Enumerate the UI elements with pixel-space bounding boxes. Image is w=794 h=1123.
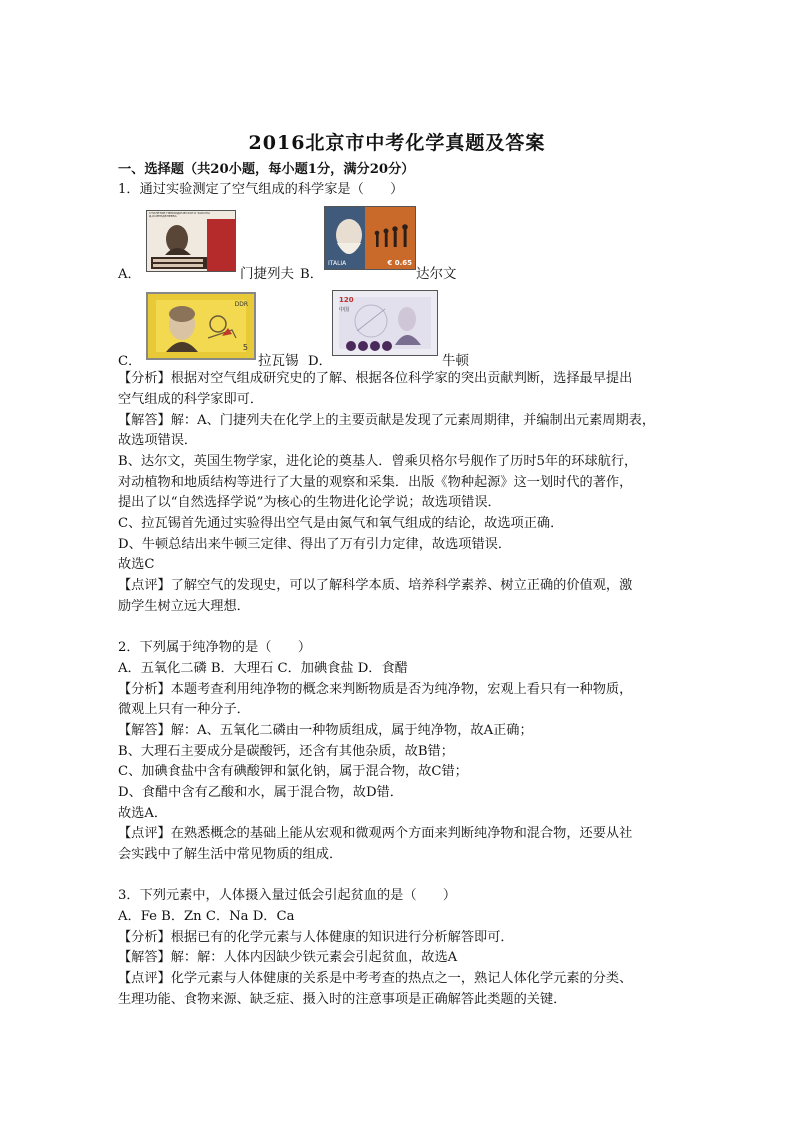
question-2-stem: 2．下列属于纯净物的是（ ） (118, 640, 312, 655)
q1-answer-line: 对动植物和地质结构等进行了大量的观察和采集．出版《物种起源》这一划时代的著作， (118, 475, 633, 490)
mendeleev-stamp-caption: СТОЛЕТИЕ ПЕРИОДИЧЕСКОГО ЗАКОНА Д.И.МЕНДЕЛЕЕВА (149, 211, 210, 218)
question-3-stem: 3．下列元素中，人体摄入量过低会引起贫血的是（ ） (118, 888, 457, 903)
q3-analysis: 【分析】根据已有的化学元素与人体健康的知识进行分析解答即可． (118, 930, 514, 945)
q1-answer-line: 提出了以“自然选择学说”为核心的生物进化论学说；故选项错误． (118, 495, 501, 510)
q2-answer-line: D、食醋中含有乙酸和水，属于混合物，故D错． (118, 785, 403, 800)
lavoisier-stamp-image (146, 292, 256, 360)
q3-comment-cont: 生理功能、食物来源、缺乏症、摄入时的注意事项是正确解答此类题的关键． (118, 992, 567, 1007)
question-1-stem: 1．通过实验测定了空气组成的科学家是（ ） (118, 182, 404, 197)
page-title: 2016北京市中考化学真题及答案 (248, 132, 546, 154)
q3-options: A．Fe B．Zn C．Na D．Ca (118, 909, 295, 924)
newton-stamp-country: 中国 (339, 307, 350, 313)
lavoisier-stamp-country: DDR (234, 301, 248, 308)
q1-analysis: 【分析】根据对空气组成研究史的了解、根据各位科学家的突出贡献判断，选择最早提出 (118, 371, 633, 386)
q3-comment: 【点评】化学元素与人体健康的关系是中考考查的热点之一，熟记人体化学元素的分类、 (118, 971, 633, 986)
q1-comment: 【点评】了解空气的发现史，可以了解科学本质、培养科学素养、树立正确的价值观，激 (118, 578, 633, 593)
q2-options: A．五氧化二磷 B．大理石 C．加碘食盐 D．食醋 (118, 661, 408, 676)
lavoisier-stamp-value: 5 (242, 343, 248, 352)
q2-final-choice: 故选A． (118, 806, 168, 821)
newton-stamp-value: 120 (339, 296, 354, 304)
option-c-text: 拉瓦锡 (258, 353, 299, 369)
q2-answer: 【解答】解：A、五氧化二磷由一种物质组成，属于纯净物，故A正确； (118, 723, 533, 738)
option-a-label: A． (118, 267, 141, 282)
q1-answer-line: B、达尔文，英国生物学家，进化论的奠基人．曾乘贝格尔号舰作了历时5年的环球航行， (118, 454, 638, 469)
option-b-text: 达尔文 (416, 266, 457, 282)
newton-stamp-image (332, 290, 438, 356)
section-heading: 一、选择题（共20小题，每小题1分，满分20分） (118, 162, 415, 177)
darwin-stamp-country: ITALIA (328, 260, 347, 267)
darwin-stamp-value: € 0.65 (387, 259, 412, 267)
q2-comment: 【点评】在熟悉概念的基础上能从宏观和微观两个方面来判断纯净物和混合物，还要从社 (118, 826, 633, 841)
q1-analysis-cont: 空气组成的科学家即可． (118, 392, 264, 407)
q2-answer-line: B、大理石主要成分是碳酸钙，还含有其他杂质，故B错； (118, 744, 454, 759)
q2-analysis: 【分析】本题考查利用纯净物的概念来判断物质是否为纯净物，宏观上看只有一种物质， (118, 682, 633, 697)
q1-answer-line: 故选项错误． (118, 433, 198, 448)
q1-answer: 【解答】解：A、门捷列夫在化学上的主要贡献是发现了元素周期律，并编制出元素周期表， (118, 413, 656, 428)
q1-final-choice: 故选C (118, 557, 155, 572)
q1-comment-cont: 励学生树立远大理想． (118, 599, 250, 614)
option-a-text: 门捷列夫 (240, 266, 294, 282)
mendeleev-stamp-image (146, 210, 236, 272)
q3-answer: 【解答】解：解：人体内因缺少铁元素会引起贫血，故选A (118, 950, 458, 965)
q1-answer-line: C、拉瓦锡首先通过实验得出空气是由氮气和氧气组成的结论，故选项正确． (118, 516, 564, 531)
q2-answer-line: C、加碘食盐中含有碘酸钾和氯化钠，属于混合物，故C错； (118, 764, 468, 779)
q1-answer-line: D、牛顿总结出来牛顿三定律、得出了万有引力定律，故选项错误． (118, 537, 512, 552)
q2-analysis-cont: 微观上只有一种分子． (118, 702, 250, 717)
option-c-label: C． (118, 354, 142, 369)
option-b-label: B． (300, 267, 323, 282)
darwin-stamp-image (324, 206, 416, 270)
q2-comment-cont: 会实践中了解生活中常见物质的组成． (118, 847, 343, 862)
option-d-text: 牛顿 (442, 353, 469, 369)
option-d-label: D． (308, 354, 332, 369)
